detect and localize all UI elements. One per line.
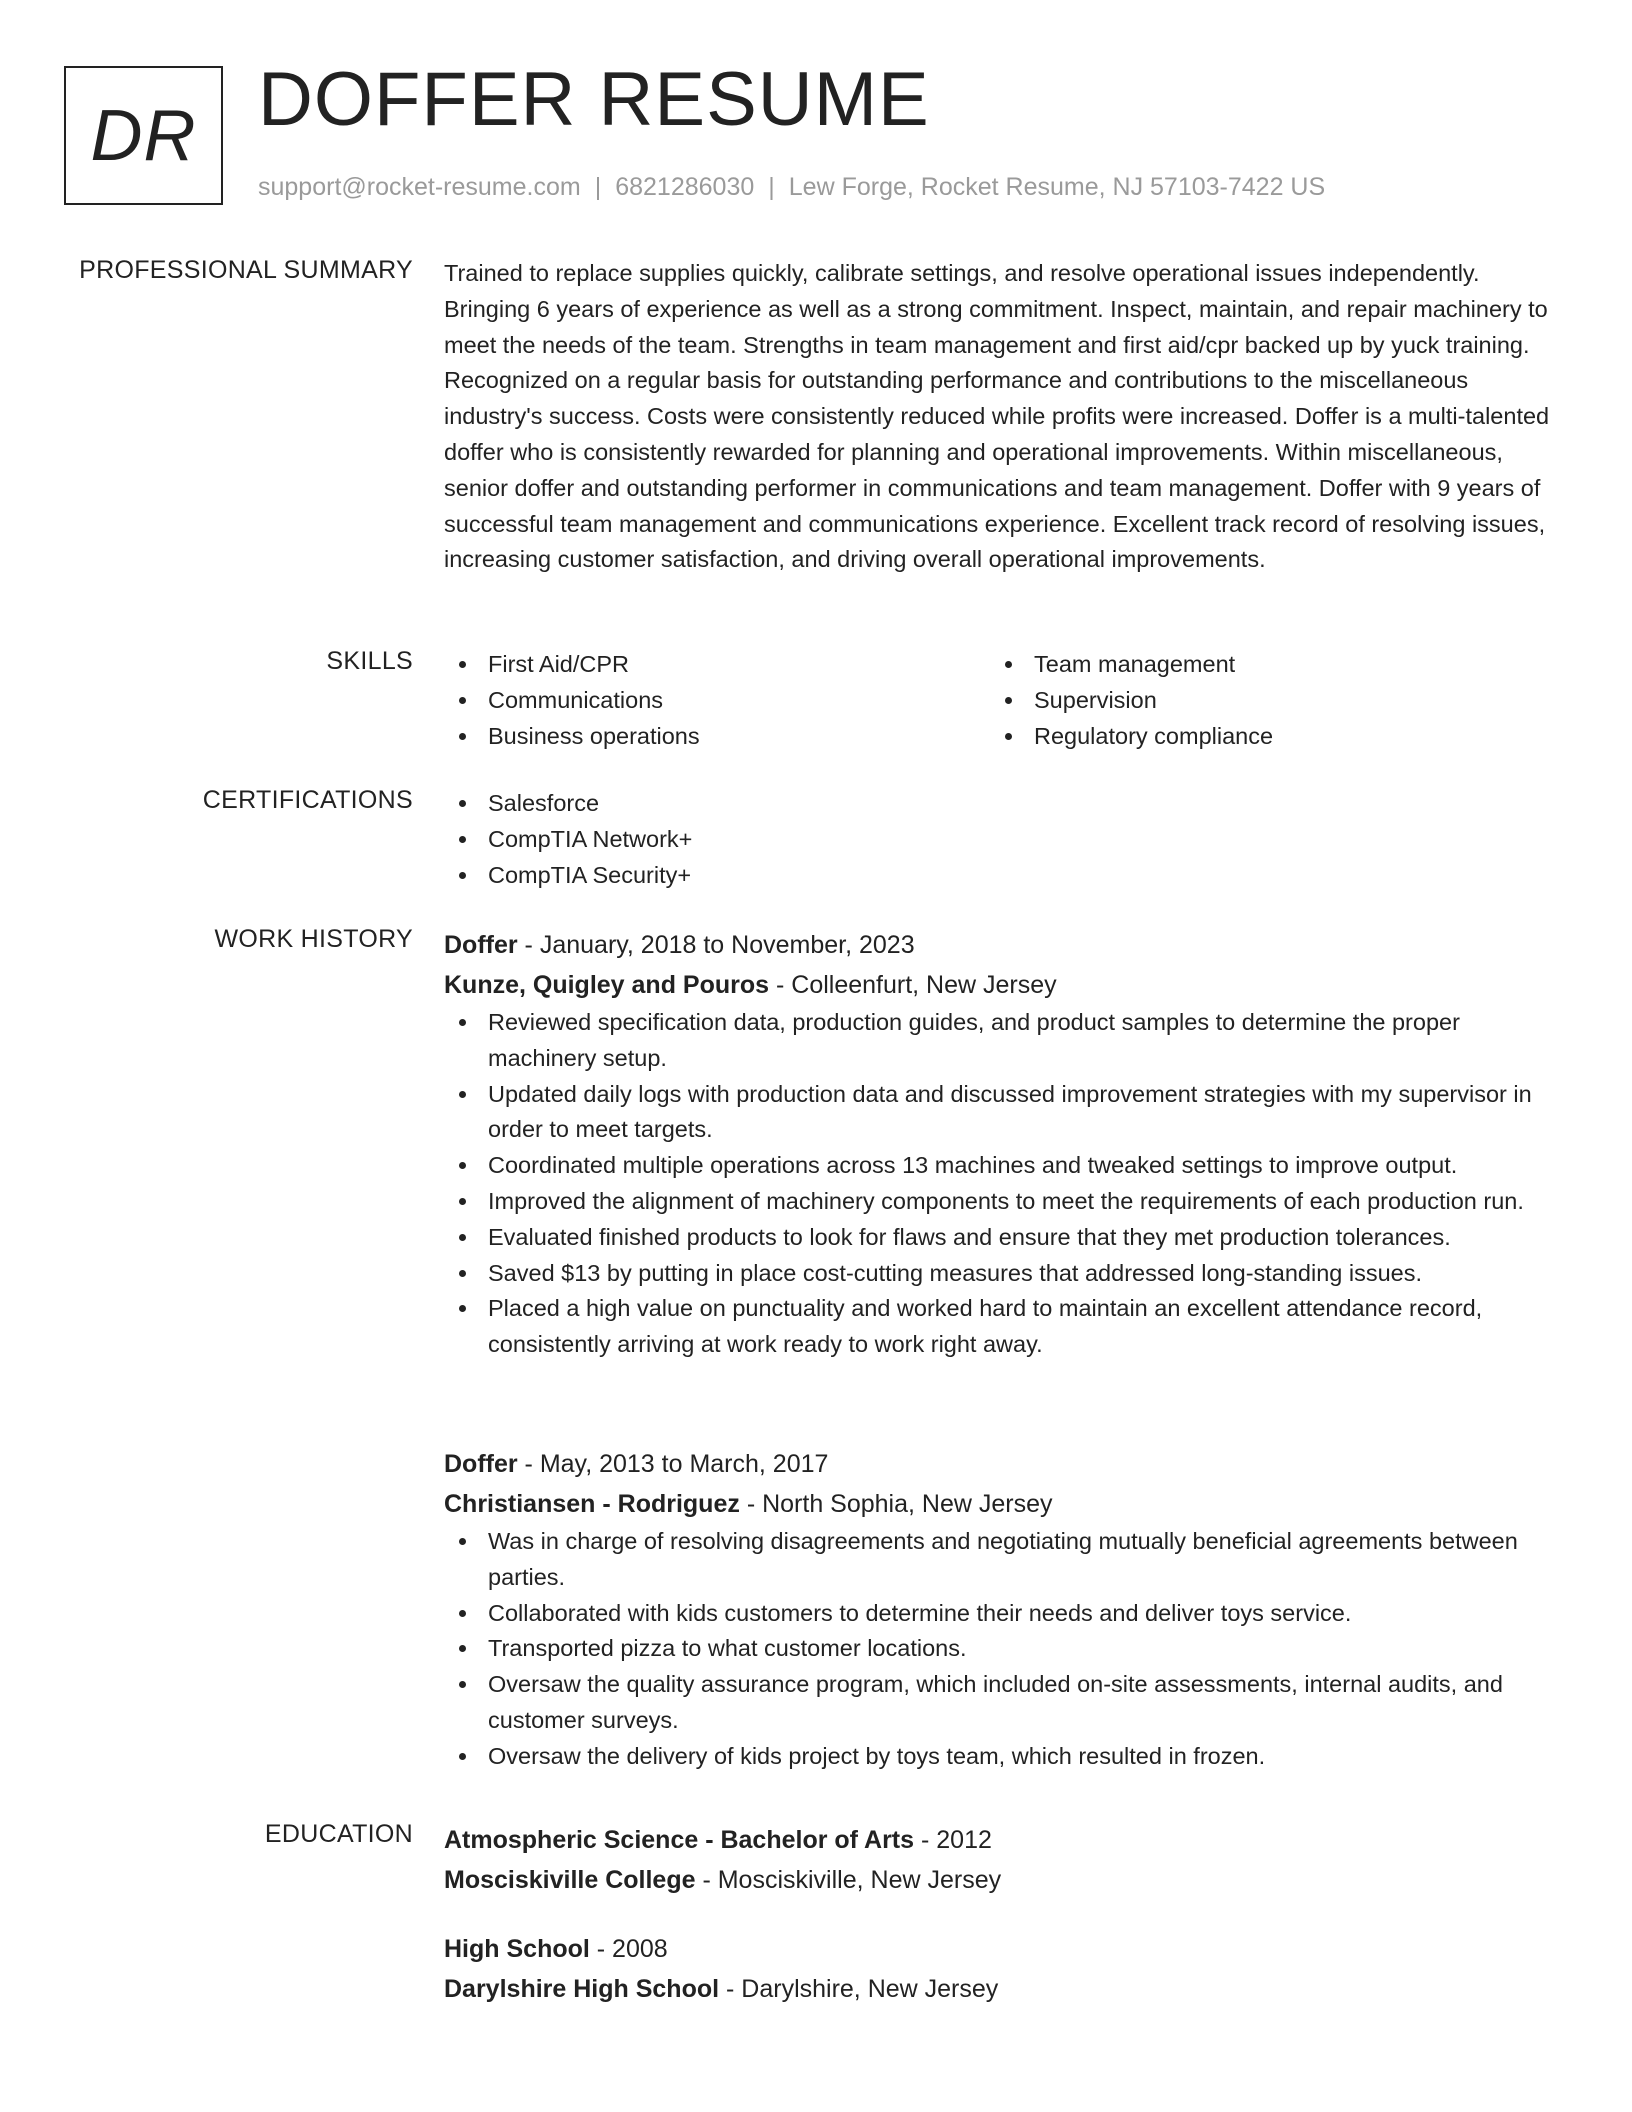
job-bullet: Improved the alignment of machinery components to meet the requirements of each production run. (444, 1184, 1556, 1220)
job-bullet: Oversaw the quality assurance program, which included on-site assessments, internal audits, and customer surveys. (444, 1667, 1556, 1739)
certification-item: Salesforce (444, 786, 1556, 822)
skills-heading: SKILLS (326, 647, 413, 675)
job-entry (444, 925, 1556, 1363)
skill-item: Supervision (990, 683, 1536, 719)
resume-name: DOFFER RESUME (258, 57, 930, 142)
job-location: - Colleenfurt, New Jersey (769, 971, 1057, 999)
education-entry (444, 1929, 1556, 2009)
summary-text: Trained to replace supplies quickly, calibrate settings, and resolve operational issues independently. Bringing 6 years of experience as well as a strong commitment. Inspect, maintain, and repair machinery to meet the needs of the team. Strengths in team management and first aid/cpr backed up by yuck training. Recognized on a regular basis for outstanding performance and contributions to the miscellaneous industry's success. Costs were consistently reduced while profits were increased. Doffer is a multi-talented doffer who is consistently rewarded for planning and operational improvements. Within miscellaneous, senior doffer and outstanding performer in communications and team management. Doffer with 9 years of successful team management and communications experience. Excellent track record of resolving issues, increasing customer satisfaction, and driving overall operational improvements. (444, 260, 1550, 573)
contact-phone[interactable]: 6821286030 (615, 173, 755, 201)
job-bullets (444, 1005, 1556, 1363)
education-school-line (444, 1969, 1556, 2009)
job-bullets (444, 1524, 1556, 1775)
certifications-body (444, 786, 1556, 893)
skill-item: First Aid/CPR (444, 647, 990, 683)
certifications-heading: CERTIFICATIONS (202, 786, 413, 814)
job-bullet: Reviewed specification data, production guides, and product samples to determine the proper machinery setup. (444, 1005, 1556, 1077)
job-bullet: Transported pizza to what customer locations. (444, 1631, 1556, 1667)
education-school: Darylshire High School (444, 1975, 720, 2003)
work-history-heading: WORK HISTORY (214, 925, 413, 953)
monogram-initials: DR (90, 95, 197, 176)
job-bullet: Saved $13 by putting in place cost-cutting measures that addressed long-standing issues. (444, 1256, 1556, 1292)
job-bullet: Evaluated finished products to look for flaws and ensure that they met production tolerances. (444, 1220, 1556, 1256)
skills-body (444, 647, 1556, 754)
contact-line (258, 173, 1325, 202)
job-bullet: Coordinated multiple operations across 13 machines and tweaked settings to improve output. (444, 1148, 1556, 1184)
contact-email[interactable]: support@rocket-resume.com (258, 173, 581, 201)
education-year: - 2012 (914, 1826, 992, 1854)
job-title: Doffer (444, 931, 518, 959)
certification-item: CompTIA Security+ (444, 858, 1556, 894)
education-entry (444, 1820, 1556, 1900)
job-bullet: Updated daily logs with production data and discussed improvement strategies with my supervisor in order to meet targets. (444, 1077, 1556, 1149)
job-company-line (444, 1484, 1556, 1524)
education-location: - Darylshire, New Jersey (719, 1975, 999, 2003)
job-bullet: Placed a high value on punctuality and worked hard to maintain an excellent attendance record, consistently arriving at work ready to work right away. (444, 1291, 1556, 1363)
education-degree: Atmospheric Science - Bachelor of Arts (444, 1826, 915, 1854)
job-company: Christiansen - Rodriguez (444, 1490, 740, 1518)
monogram-box (64, 66, 223, 205)
certifications-list (444, 786, 1556, 893)
skill-item: Communications (444, 683, 990, 719)
job-company-line (444, 965, 1556, 1005)
education-school: Mosciskiville College (444, 1866, 696, 1894)
job-title-line (444, 1444, 1556, 1484)
education-location: - Mosciskiville, New Jersey (695, 1866, 1002, 1894)
contact-address: Lew Forge, Rocket Resume, NJ 57103-7422 US (788, 173, 1326, 201)
skills-column-1 (444, 647, 990, 754)
job-location: - North Sophia, New Jersey (739, 1490, 1053, 1518)
summary-body (444, 256, 1556, 578)
education-degree: High School (444, 1935, 590, 1963)
job-company: Kunze, Quigley and Pouros (444, 971, 770, 999)
education-degree-line (444, 1929, 1556, 1969)
job-bullet: Collaborated with kids customers to determine their needs and deliver toys service. (444, 1596, 1556, 1632)
education-year: - 2008 (589, 1935, 668, 1963)
job-bullet: Oversaw the delivery of kids project by toys team, which resulted in frozen. (444, 1739, 1556, 1775)
skill-item: Business operations (444, 719, 990, 755)
job-entry (444, 1444, 1556, 1775)
summary-heading: PROFESSIONAL SUMMARY (79, 256, 413, 284)
job-title: Doffer (444, 1450, 518, 1478)
job-title-line (444, 925, 1556, 965)
education-school-line (444, 1860, 1556, 1900)
contact-separator: | (768, 173, 775, 201)
skill-item: Regulatory compliance (990, 719, 1536, 755)
skill-item: Team management (990, 647, 1536, 683)
contact-separator: | (594, 173, 602, 201)
skills-grid (444, 647, 1556, 754)
education-degree-line (444, 1820, 1556, 1860)
skills-column-2 (990, 647, 1536, 754)
job-dates: - May, 2013 to March, 2017 (517, 1450, 829, 1478)
education-heading: EDUCATION (264, 1820, 413, 1848)
job-bullet: Was in charge of resolving disagreements and negotiating mutually beneficial agreements between parties. (444, 1524, 1556, 1596)
certification-item: CompTIA Network+ (444, 822, 1556, 858)
job-dates: - January, 2018 to November, 2023 (517, 931, 915, 959)
